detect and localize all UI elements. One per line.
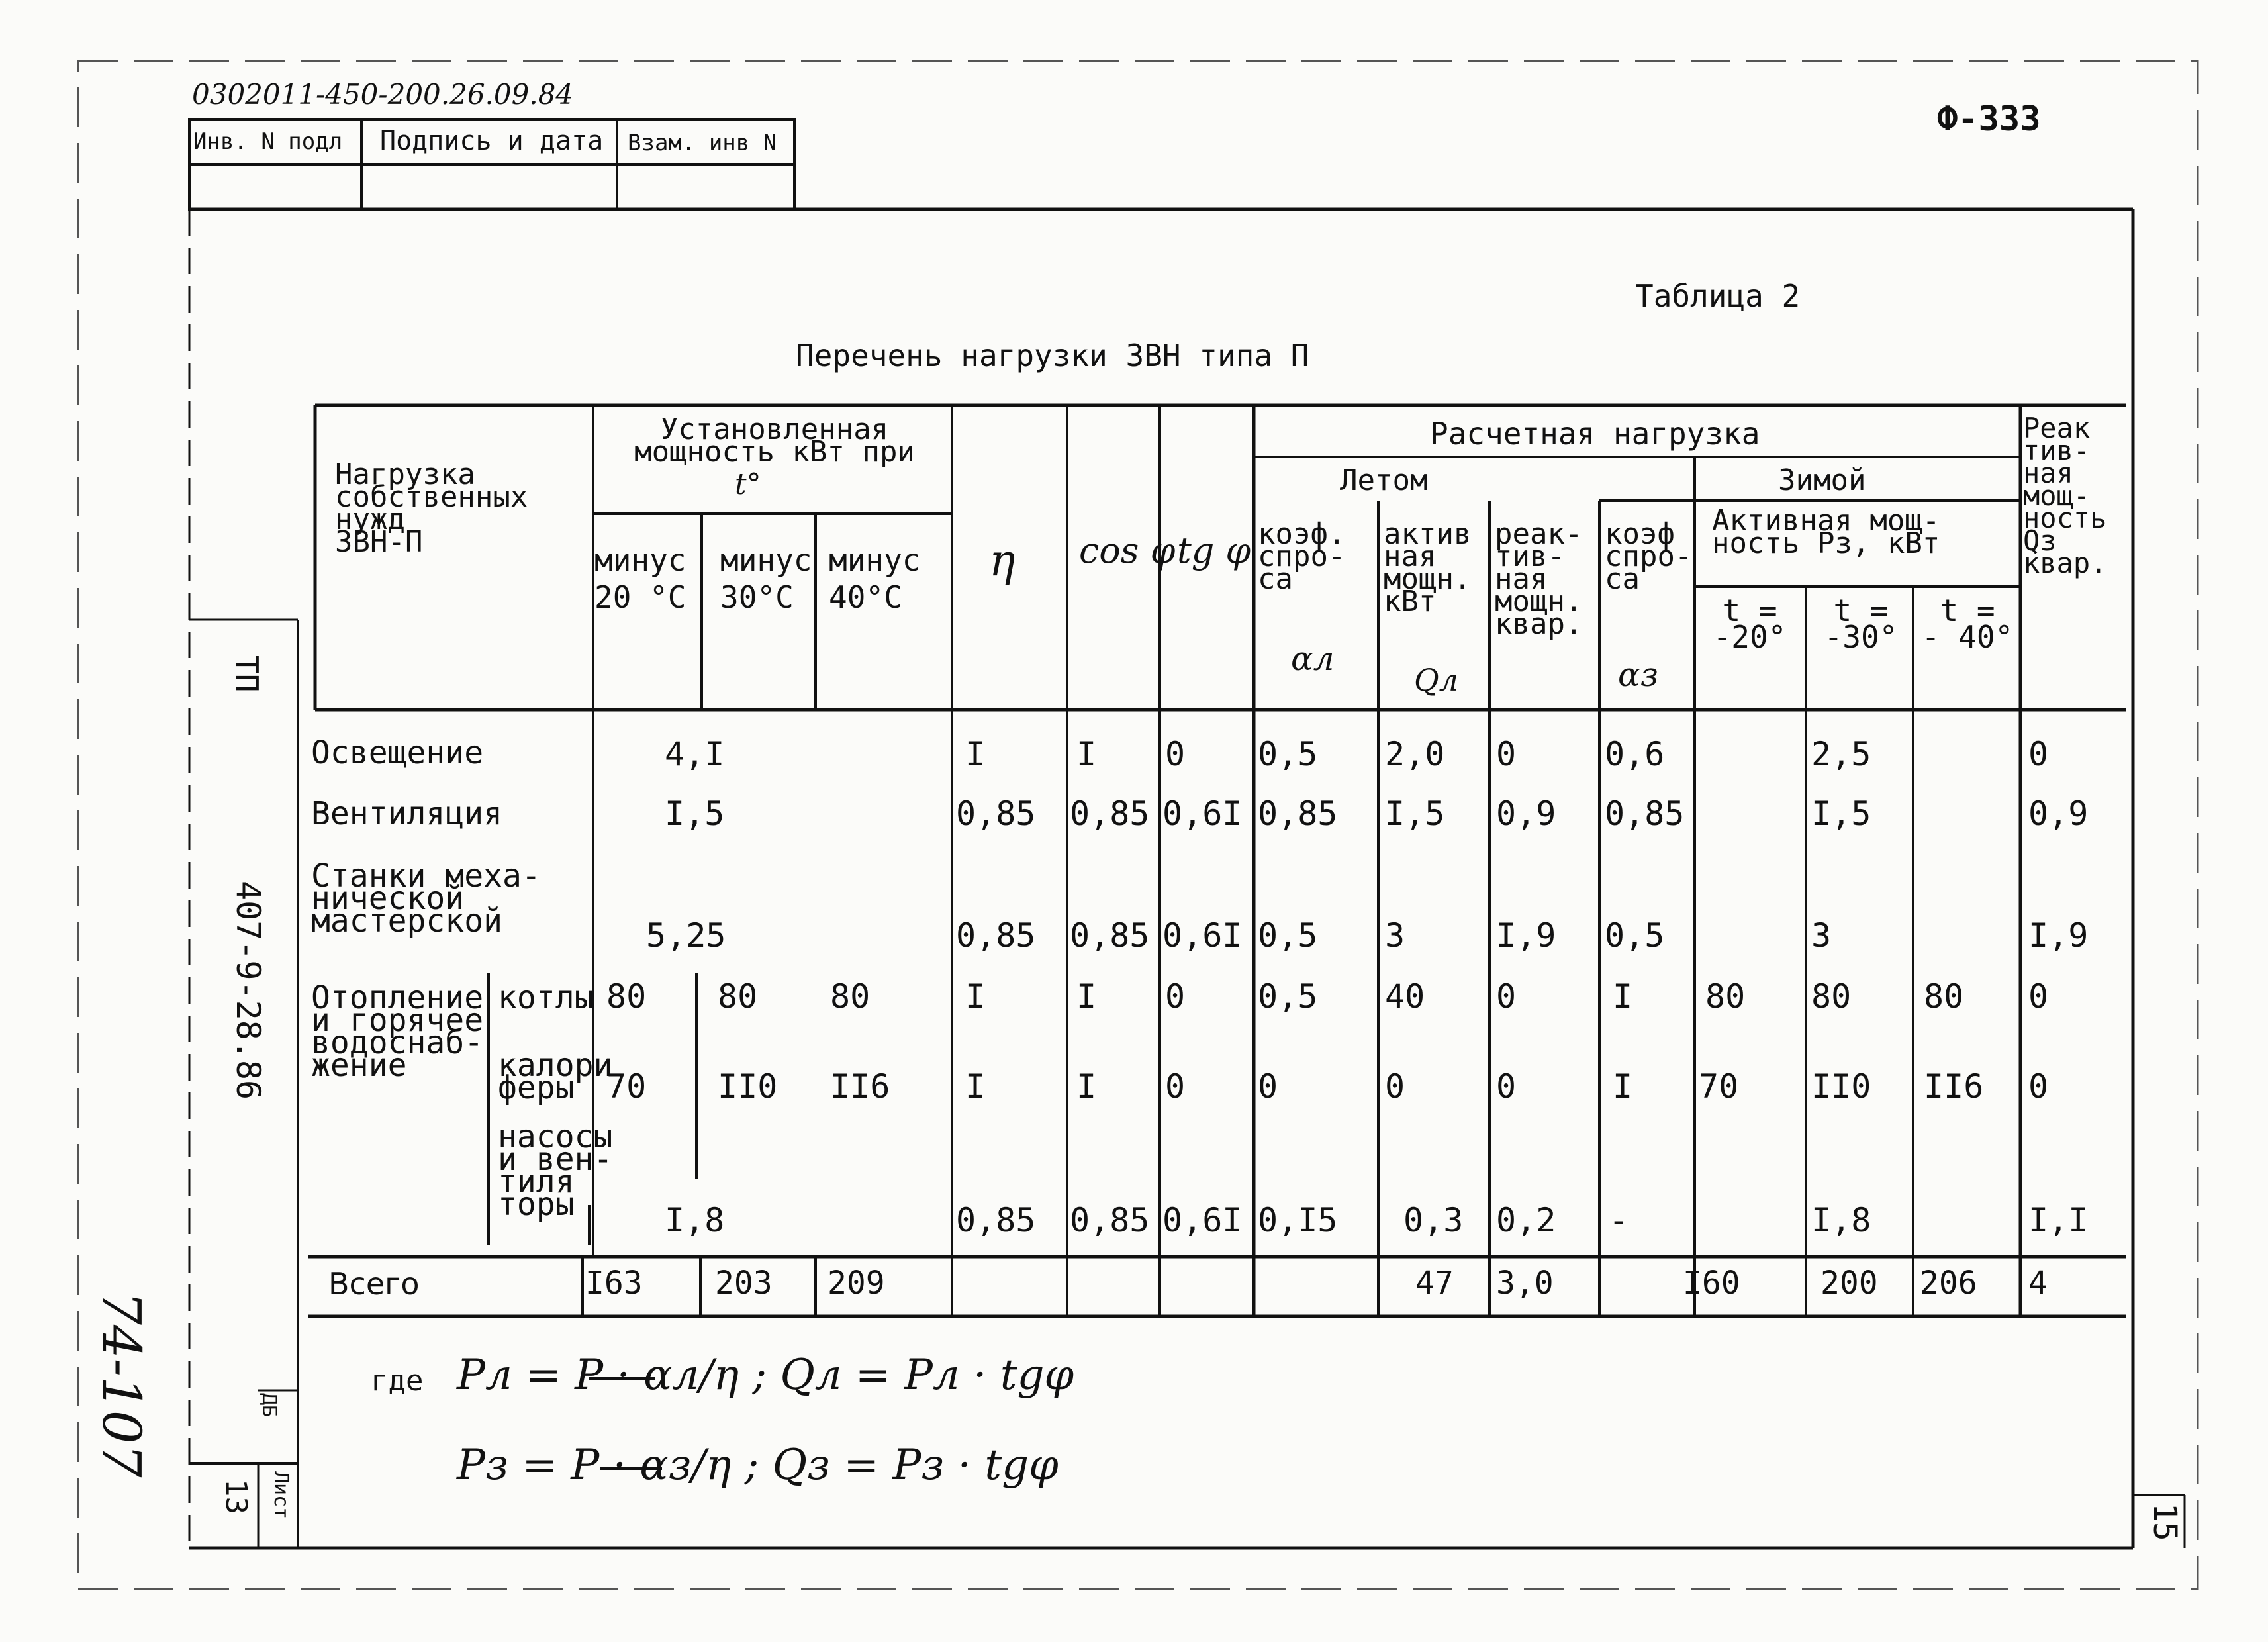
table-cell: I,5 bbox=[1811, 795, 1871, 833]
series-label: ТП bbox=[229, 655, 265, 693]
table-cell: 0 bbox=[1496, 735, 1517, 773]
table-cell: I bbox=[1076, 977, 1097, 1016]
table-cell: 0 bbox=[1496, 977, 1517, 1016]
table-cell: I bbox=[965, 1067, 986, 1106]
table-cell: II6 bbox=[1924, 1067, 1984, 1106]
table-cell: II6 bbox=[830, 1067, 890, 1106]
header-q-summer: Qл bbox=[1414, 662, 1459, 698]
table-cell: 206 bbox=[1920, 1265, 1977, 1302]
handwritten-note: 74-107 bbox=[91, 1291, 152, 1478]
table-cell: 0 bbox=[2028, 735, 2049, 773]
header-calculated-load: Расчетная нагрузка bbox=[1430, 416, 1760, 452]
header-summer-reactive: реак- тив- ная мощн. квар. bbox=[1495, 517, 1583, 641]
table-cell: 0,2 bbox=[1496, 1201, 1556, 1239]
header-alpha-summer: αл bbox=[1291, 640, 1335, 678]
table-cell: 200 bbox=[1820, 1265, 1878, 1302]
header-t-minus-30: t = -30° bbox=[1824, 593, 1898, 655]
table-cell: 47 bbox=[1415, 1265, 1454, 1302]
table-cell: 70 bbox=[1699, 1067, 1739, 1106]
table-cell: 70 bbox=[606, 1067, 647, 1106]
formula-where: где bbox=[371, 1364, 424, 1398]
table-title: Перечень нагрузки ЗВН типа П bbox=[796, 338, 1309, 373]
header-installed-t: t° bbox=[735, 467, 761, 501]
row-ventilation-label: Вентиляция bbox=[311, 795, 502, 832]
row-machine-tools-label: Станки меха- нической мастерской bbox=[311, 857, 541, 940]
formula-line-summer: Pл = P · αл/η ; Qл = Pл · tgφ bbox=[457, 1351, 1074, 1400]
table-cell: 0 bbox=[1165, 977, 1186, 1016]
table-cell: 80 bbox=[718, 977, 758, 1016]
formula-line-winter: Pз = P · αз/η ; Qз = Pз · tgφ bbox=[457, 1441, 1059, 1490]
header-load: Нагрузка собственных нужд ЗВН-П bbox=[335, 458, 528, 559]
small-mark: ДБ bbox=[258, 1393, 281, 1418]
signature-date-label: Подпись и дата bbox=[380, 126, 604, 156]
table-cell: I,9 bbox=[1496, 916, 1556, 955]
table-cell: 203 bbox=[715, 1265, 773, 1302]
table-cell: 0,5 bbox=[1258, 735, 1318, 773]
table-cell: 0,85 bbox=[1070, 916, 1150, 955]
table-cell: I,I bbox=[2028, 1201, 2089, 1239]
header-installed-power: Установленная мощность кВт при bbox=[634, 412, 915, 469]
table-cell: I bbox=[1613, 977, 1633, 1016]
header-winter-demand-factor: коэф спро- са bbox=[1605, 517, 1693, 596]
table-cell: 80 bbox=[830, 977, 871, 1016]
header-summer-active: актив ная мощн. кВт bbox=[1384, 517, 1472, 618]
table-cell: 0,6 bbox=[1605, 735, 1665, 773]
table-cell: 80 bbox=[606, 977, 647, 1016]
header-minus-40: минус 40°С bbox=[829, 542, 921, 615]
row-boilers-label: котлы bbox=[498, 979, 594, 1016]
header-winter-reactive: Реак тив- ная мощ- ность Qз квар. bbox=[2023, 412, 2107, 579]
table-cell: 0 bbox=[2028, 1067, 2049, 1106]
page-number: 15 bbox=[2146, 1503, 2183, 1541]
table-cell: I bbox=[965, 977, 986, 1016]
header-cos-phi: cos φ bbox=[1079, 530, 1176, 571]
table-cell: 0,5 bbox=[1605, 916, 1665, 955]
header-minus-30: минус 30°С bbox=[720, 542, 812, 615]
row-pumps-label: насосы и вен- тиля торы bbox=[498, 1118, 613, 1223]
sheet-number: 13 bbox=[219, 1479, 253, 1514]
table-cell: 4,I bbox=[665, 735, 725, 773]
table-cell: 0,9 bbox=[2028, 795, 2089, 833]
table-cell: 2,0 bbox=[1385, 735, 1445, 773]
header-t-minus-40: t = - 40° bbox=[1921, 593, 2014, 655]
replacement-inventory-label: Взам. инв N bbox=[628, 130, 777, 156]
row-heaters-label: калори феры bbox=[498, 1047, 613, 1106]
table-cell: 0,6I bbox=[1162, 795, 1243, 833]
table-cell: 0,9 bbox=[1496, 795, 1556, 833]
table-cell: II0 bbox=[1811, 1067, 1871, 1106]
table-cell: 0,85 bbox=[956, 795, 1036, 833]
table-cell: 0,85 bbox=[1605, 795, 1685, 833]
table-cell: 0,85 bbox=[1070, 1201, 1150, 1239]
table-number: Таблица 2 bbox=[1635, 278, 1801, 314]
table-cell: 0 bbox=[1385, 1067, 1405, 1106]
table-cell: 0,5 bbox=[1258, 916, 1318, 955]
table-cell: 0 bbox=[1165, 1067, 1186, 1106]
table-cell: I bbox=[1076, 735, 1097, 773]
table-cell: 0,85 bbox=[1258, 795, 1338, 833]
table-cell: I,5 bbox=[665, 795, 725, 833]
table-cell: 0,85 bbox=[1070, 795, 1150, 833]
header-tg-phi: tg φ bbox=[1177, 530, 1251, 571]
row-heating-group-label: Отопление и горячее водоснаб- жение bbox=[311, 979, 484, 1084]
table-cell: I,8 bbox=[665, 1201, 725, 1239]
table-cell: - bbox=[1609, 1201, 1629, 1239]
project-number: 407-9-28.86 bbox=[229, 881, 267, 1100]
table-cell: 3 bbox=[1811, 916, 1832, 955]
table-cell: I63 bbox=[585, 1265, 643, 1302]
table-cell: I bbox=[965, 735, 986, 773]
table-cell: 209 bbox=[827, 1265, 885, 1302]
table-cell: 3 bbox=[1385, 916, 1405, 955]
table-cell: I bbox=[1613, 1067, 1633, 1106]
header-minus-20: минус 20 °С bbox=[594, 542, 686, 615]
header-summer: Летом bbox=[1340, 463, 1428, 497]
header-alpha-winter: αз bbox=[1618, 655, 1659, 694]
table-cell: 2,5 bbox=[1811, 735, 1871, 773]
table-cell: 0,I5 bbox=[1258, 1201, 1338, 1239]
table-cell: II0 bbox=[718, 1067, 778, 1106]
table-cell: 80 bbox=[1705, 977, 1746, 1016]
form-code: Ф-333 bbox=[1937, 99, 2041, 139]
table-cell: 0,6I bbox=[1162, 916, 1243, 955]
table-cell: 0 bbox=[1165, 735, 1186, 773]
sheet-label: Лист bbox=[269, 1471, 293, 1520]
table-cell: 0,85 bbox=[956, 916, 1036, 955]
header-efficiency: η bbox=[989, 535, 1016, 586]
table-cell: 0 bbox=[1496, 1067, 1517, 1106]
header-winter-active: Активная мощ- ность Рз, кВт bbox=[1712, 504, 1940, 560]
table-cell: 0,6I bbox=[1162, 1201, 1243, 1239]
header-summer-demand-factor: коэф. спро- са bbox=[1258, 517, 1346, 596]
total-row-label: Всего bbox=[328, 1266, 420, 1302]
inventory-number-label: Инв. N подл bbox=[193, 128, 343, 155]
table-cell: 0 bbox=[1258, 1067, 1278, 1106]
row-lighting-label: Освещение bbox=[311, 734, 484, 771]
table-cell: 80 bbox=[1924, 977, 1964, 1016]
header-t-minus-20: t = -20° bbox=[1713, 593, 1787, 655]
header-winter: Зимой bbox=[1778, 463, 1866, 497]
table-cell: I60 bbox=[1683, 1265, 1740, 1302]
table-cell: 0,3 bbox=[1403, 1201, 1464, 1239]
table-cell: 80 bbox=[1811, 977, 1852, 1016]
table-cell: 0 bbox=[2028, 977, 2049, 1016]
table-cell: 0,5 bbox=[1258, 977, 1318, 1016]
table-cell: 3,0 bbox=[1496, 1265, 1554, 1302]
table-cell: I,8 bbox=[1811, 1201, 1871, 1239]
document-code: 0302011-450-200.26.09.84 bbox=[192, 78, 574, 111]
table-cell: I bbox=[1076, 1067, 1097, 1106]
table-cell: 4 bbox=[2028, 1265, 2048, 1302]
table-cell: I,5 bbox=[1385, 795, 1445, 833]
table-cell: 0,85 bbox=[956, 1201, 1036, 1239]
table-cell: 5,25 bbox=[646, 916, 726, 955]
table-cell: I,9 bbox=[2028, 916, 2089, 955]
table-cell: 40 bbox=[1385, 977, 1425, 1016]
